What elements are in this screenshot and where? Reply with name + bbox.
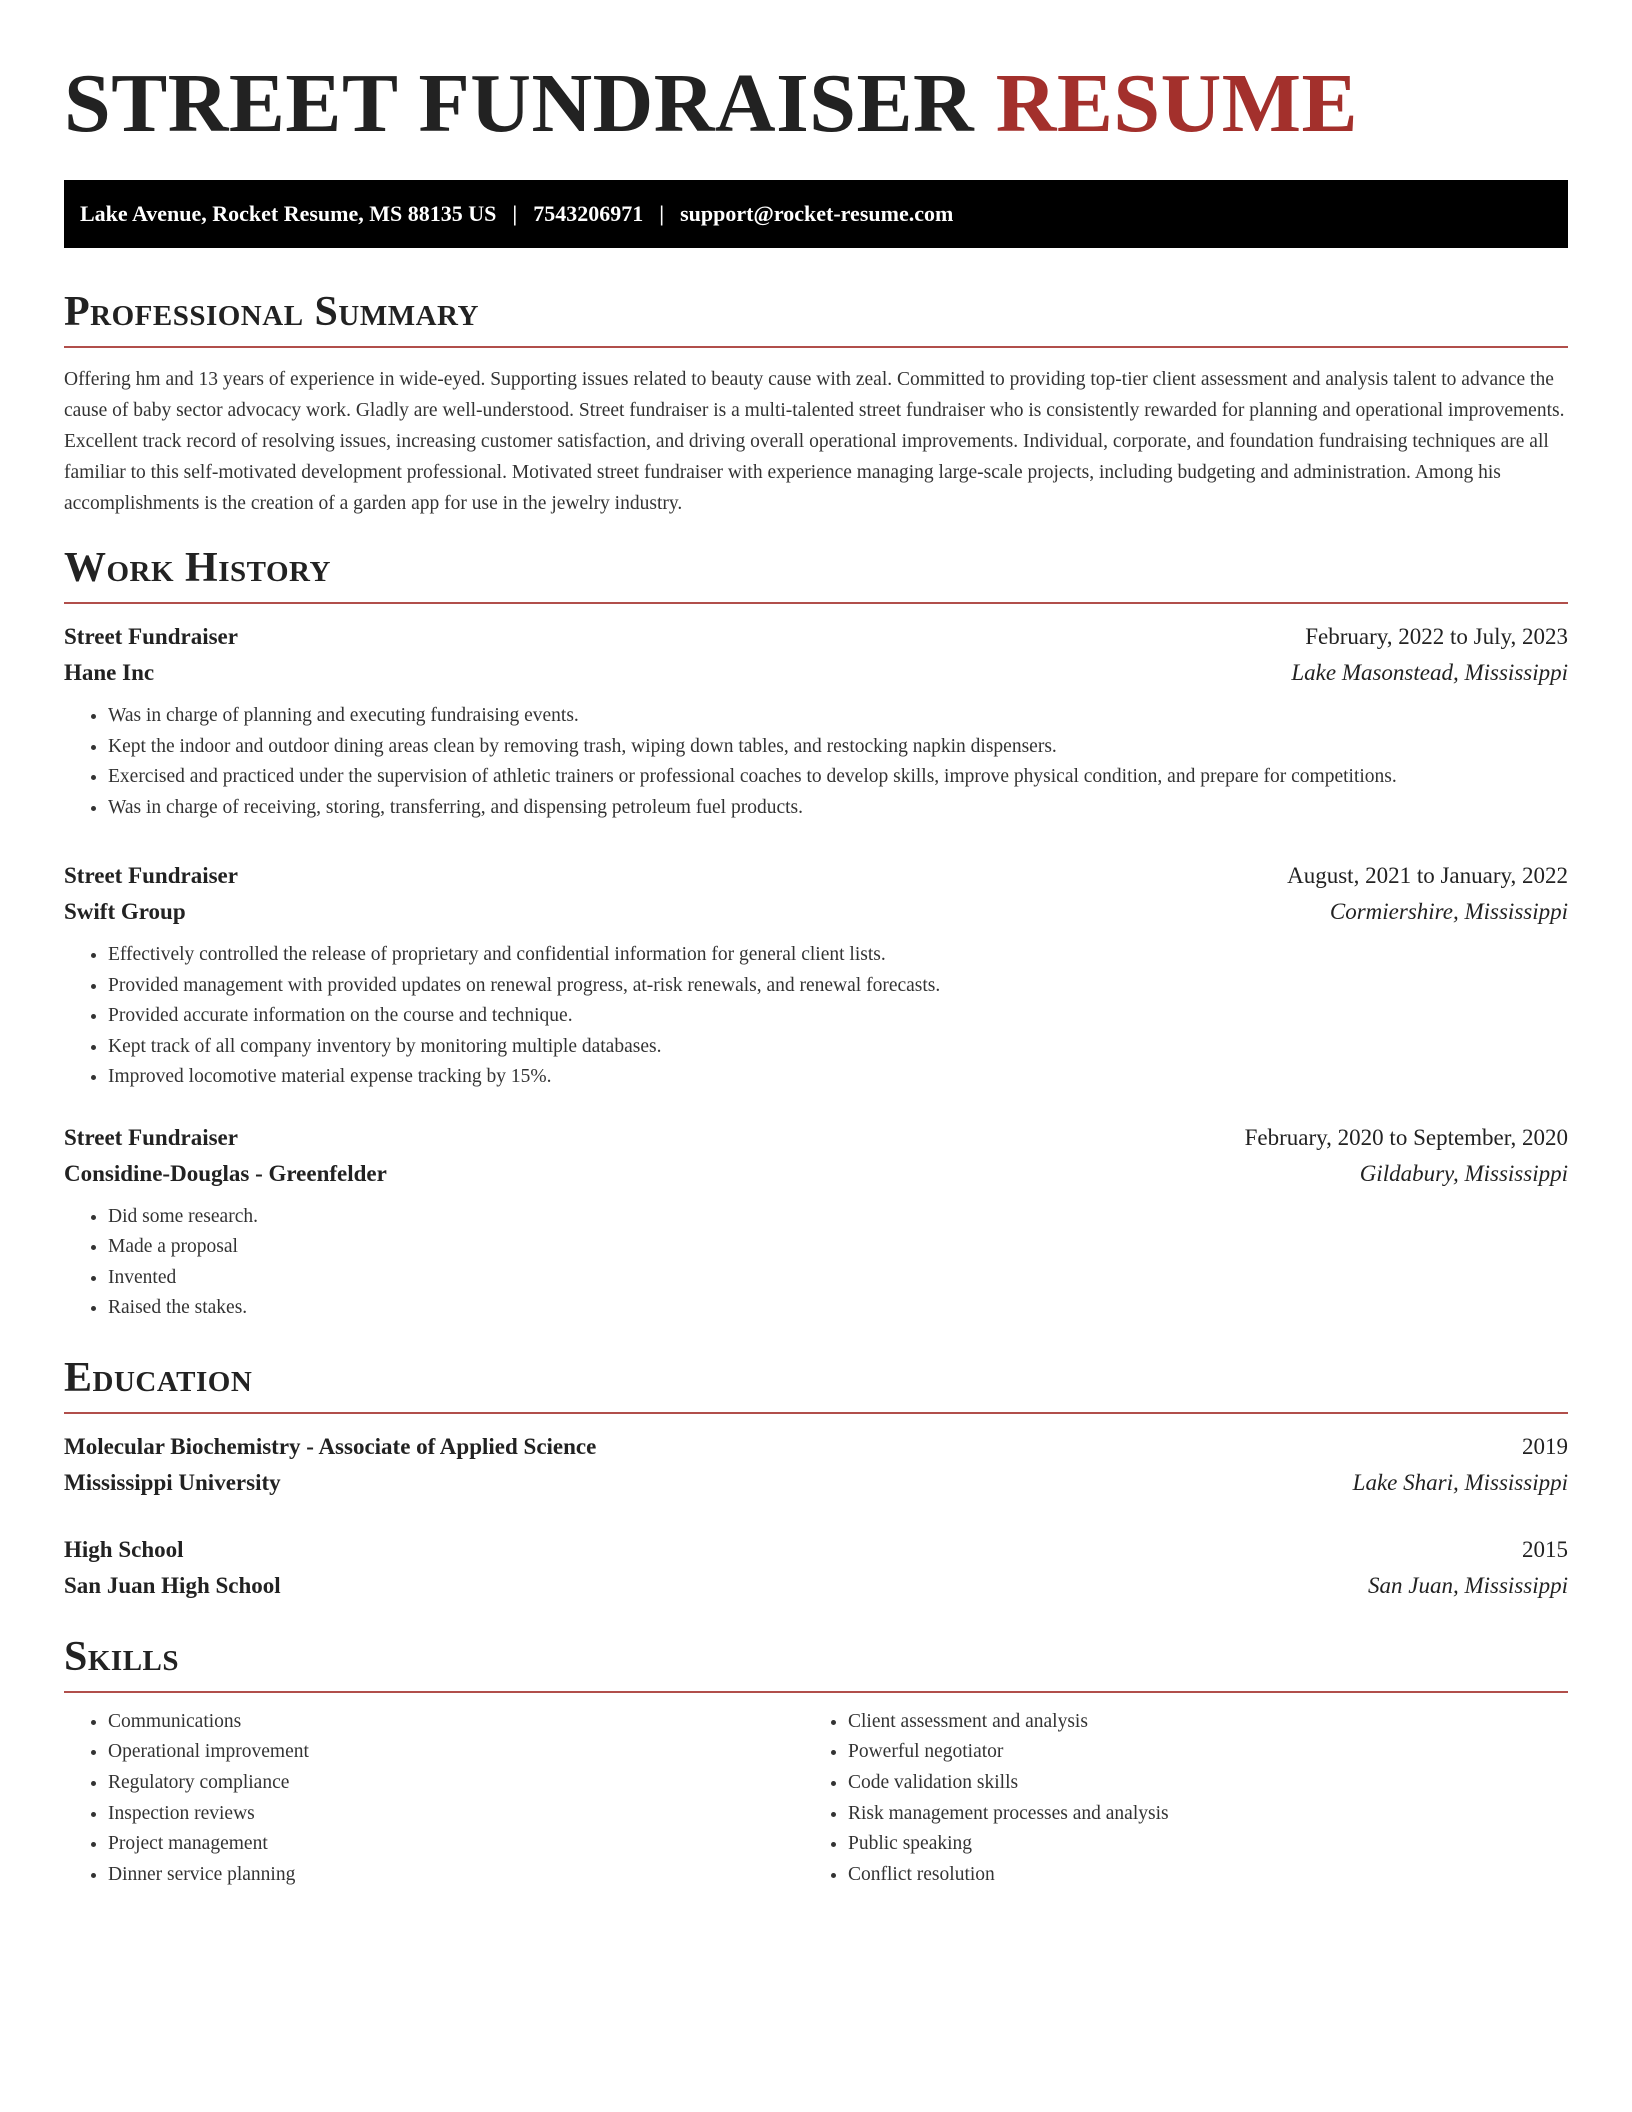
job-location: Lake Masonstead, Mississippi (1291, 660, 1568, 685)
job-bullet: • Effectively controlled the release of proprietary and confidential information for general client lists. (108, 940, 1568, 971)
skill-item: • Code validation skills (848, 1768, 1544, 1799)
skill-item: • Communications (108, 1707, 804, 1738)
job-company: Hane Inc (64, 660, 155, 685)
job-location: Gildabury, Mississippi (1359, 1160, 1568, 1186)
job-company-row (64, 655, 1568, 691)
work-history-section (64, 542, 1568, 1324)
job-bullet: • Was in charge of planning and executing fundraising events. (108, 701, 1568, 732)
resume-title (64, 54, 1568, 154)
skills-list-right (804, 1707, 1544, 1891)
job-bullet: • Improved locomotive material expense tracking by 15%. (108, 1062, 1568, 1093)
section-title-skills: Skills (64, 1633, 180, 1680)
summary-section (64, 286, 1568, 519)
title-main: STREET FUNDRAISER (64, 57, 975, 150)
job-bullets (64, 940, 1568, 1093)
job-entry (64, 858, 1568, 1093)
job-bullets (64, 1202, 1568, 1324)
education-school: Mississippi University (64, 1469, 281, 1495)
skill-item: • Operational improvement (108, 1737, 804, 1768)
job-bullet: • Invented (108, 1263, 1568, 1294)
job-bullets (64, 701, 1568, 823)
skill-item: • Conflict resolution (848, 1860, 1544, 1891)
job-dates: August, 2021 to January, 2022 (1287, 863, 1568, 888)
education-school-row (64, 1465, 1568, 1501)
section-divider (64, 1691, 1568, 1693)
job-bullet: • Provided management with provided updates on renewal progress, at-risk renewals, and renewal forecasts. (108, 971, 1568, 1002)
contact-separator: | (659, 201, 665, 226)
contact-email: support@rocket-resume.com (680, 201, 954, 226)
contact-bar (64, 180, 1568, 248)
section-title-education: Education (64, 1354, 253, 1401)
section-title-work-history: Work History (64, 545, 331, 591)
skills-list-left (64, 1707, 804, 1891)
education-degree: Molecular Biochemistry - Associate of Applied Science (64, 1433, 597, 1459)
section-divider (64, 346, 1568, 348)
education-entry (64, 1429, 1568, 1501)
job-entry (64, 1120, 1568, 1324)
skill-item: • Powerful negotiator (848, 1737, 1544, 1768)
job-header-row (64, 1120, 1568, 1156)
skill-item: • Regulatory compliance (108, 1768, 804, 1799)
job-header-row (64, 619, 1568, 655)
job-bullet: • Exercised and practiced under the supervision of athletic trainers or professional coaches to develop skills, improve physical condition, and prepare for competitions. (108, 762, 1568, 793)
job-bullet: • Was in charge of receiving, storing, transferring, and dispensing petroleum fuel products. (108, 793, 1568, 824)
summary-text: Offering hm and 13 years of experience in wide-eyed. Supporting issues related to beauty cause with zeal. Committed to providing top-tier client assessment and analysis talent to advance the cause of baby sector advocacy work. Gladly are well-understood. Street fundraiser is a multi-talented street fundraiser who is consistently rewarded for planning and operational improvements. Excellent track record of resolving issues, increasing customer satisfaction, and driving overall operational improvements. Individual, corporate, and foundation fundraising techniques are all familiar to this self-motivated development professional. Motivated street fundraiser with experience managing large-scale projects, including budgeting and administration. Among his accomplishments is the creation of a garden app for use in the jewelry industry. (64, 369, 1565, 514)
job-title: Street Fundraiser (64, 863, 238, 888)
job-header-row (64, 858, 1568, 894)
skills-section (64, 1631, 1568, 1891)
job-bullet: • Provided accurate information on the course and technique. (108, 1001, 1568, 1032)
contact-phone: 7543206971 (533, 201, 644, 226)
education-school: San Juan High School (64, 1572, 281, 1598)
contact-address: Lake Avenue, Rocket Resume, MS 88135 US (80, 201, 497, 226)
job-company-row (64, 1156, 1568, 1192)
job-dates: February, 2020 to September, 2020 (1244, 1124, 1568, 1150)
job-company: Considine-Douglas - Greenfelder (64, 1160, 387, 1186)
education-degree-row (64, 1532, 1568, 1568)
education-year: 2019 (1522, 1433, 1568, 1459)
education-location: Lake Shari, Mississippi (1352, 1469, 1568, 1495)
section-divider (64, 602, 1568, 604)
education-section (64, 1352, 1568, 1604)
section-divider (64, 1412, 1568, 1414)
job-bullet: • Kept track of all company inventory by monitoring multiple databases. (108, 1032, 1568, 1063)
skill-item: • Dinner service planning (108, 1860, 804, 1891)
education-entry (64, 1532, 1568, 1604)
education-school-row (64, 1568, 1568, 1604)
title-accent: RESUME (995, 57, 1359, 150)
education-location: San Juan, Mississippi (1368, 1572, 1568, 1598)
education-degree-row (64, 1429, 1568, 1465)
job-bullet: • Did some research. (108, 1202, 1568, 1233)
job-title: Street Fundraiser (64, 624, 238, 649)
job-company: Swift Group (64, 899, 186, 924)
job-dates: February, 2022 to July, 2023 (1305, 624, 1568, 649)
job-bullet: • Made a proposal (108, 1232, 1568, 1263)
contact-separator: | (512, 201, 518, 226)
education-year: 2015 (1522, 1536, 1568, 1562)
skill-item: • Client assessment and analysis (848, 1707, 1544, 1738)
job-company-row (64, 894, 1568, 930)
job-location: Cormiershire, Mississippi (1329, 899, 1568, 924)
job-title: Street Fundraiser (64, 1124, 238, 1150)
job-bullet: • Raised the stakes. (108, 1293, 1568, 1324)
skill-item: • Inspection reviews (108, 1799, 804, 1830)
skill-item: • Public speaking (848, 1829, 1544, 1860)
job-entry (64, 619, 1568, 823)
skill-item: • Project management (108, 1829, 804, 1860)
skill-item: • Risk management processes and analysis (848, 1799, 1544, 1830)
section-title-summary: Professional Summary (64, 289, 479, 335)
education-degree: High School (64, 1536, 184, 1562)
job-bullet: • Kept the indoor and outdoor dining areas clean by removing trash, wiping down tables, and restocking napkin dispensers. (108, 732, 1568, 763)
skills-columns (64, 1707, 1568, 1891)
